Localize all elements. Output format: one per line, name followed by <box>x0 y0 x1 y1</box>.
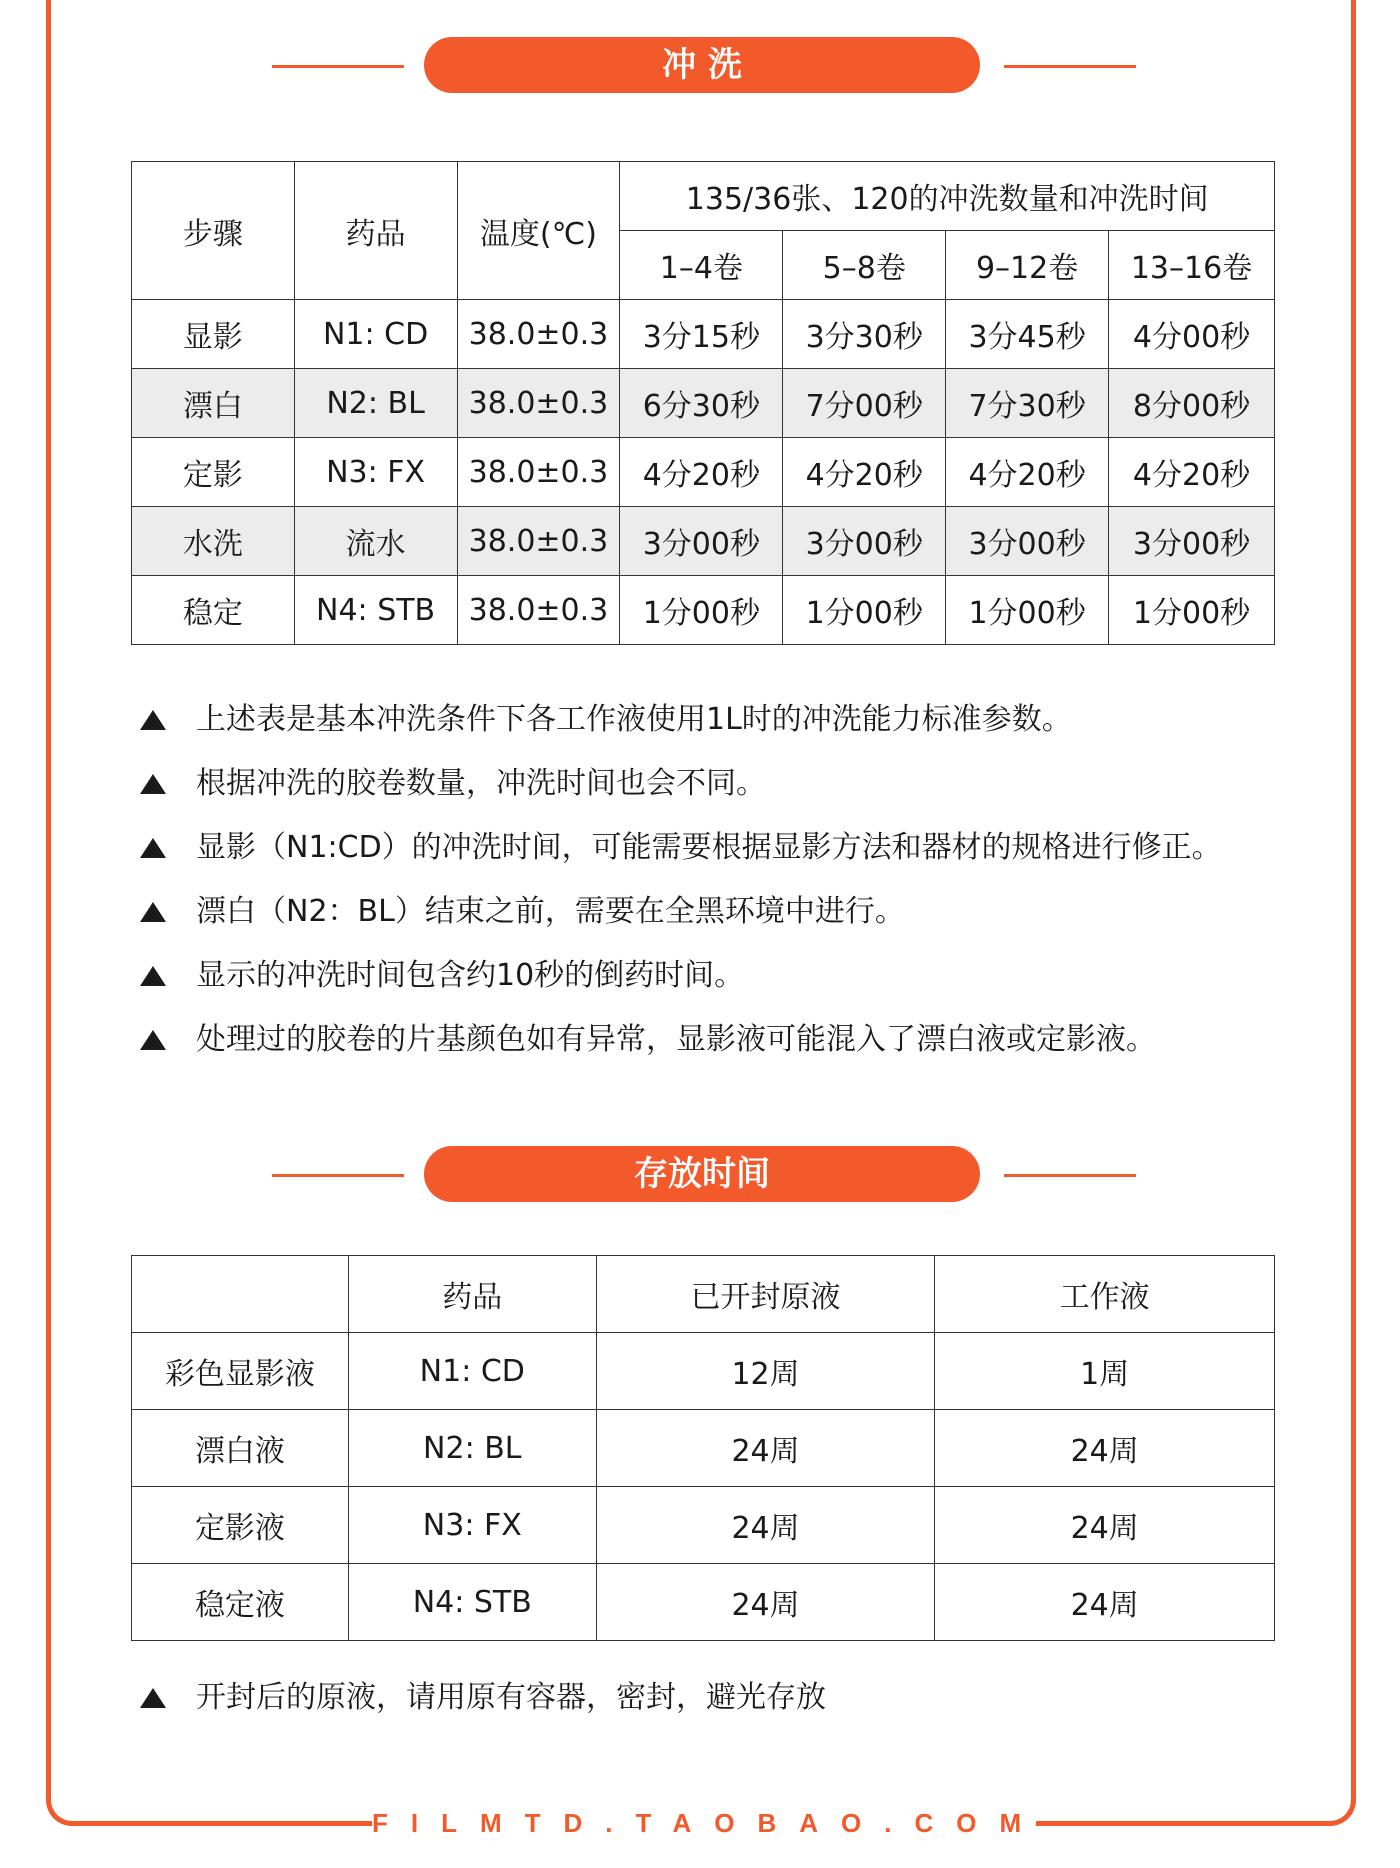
table-header-row <box>132 1256 1275 1333</box>
cell-step: 显影 <box>132 300 295 369</box>
cell-step: 稳定 <box>132 576 295 645</box>
cell-time: 3分00秒 <box>783 507 946 576</box>
cell-time: 6分30秒 <box>620 369 783 438</box>
note-text: 开封后的原液，请用原有容器，密封，避光存放 <box>196 1680 826 1715</box>
note-text: 漂白（N2：BL）结束之前，需要在全黑环境中进行。 <box>196 894 905 929</box>
note-text: 显影（N1:CD）的冲洗时间，可能需要根据显影方法和器材的规格进行修正。 <box>196 830 1222 865</box>
header-step: 步骤 <box>132 162 295 300</box>
cell-chemical: N2: BL <box>294 369 457 438</box>
cell-chemical: 流水 <box>294 507 457 576</box>
cell-temp: 38.0±0.3 <box>457 300 620 369</box>
cell-solution-name: 彩色显影液 <box>132 1333 349 1410</box>
header-temperature: 温度(℃) <box>457 162 620 300</box>
header-working-solution: 工作液 <box>935 1256 1275 1333</box>
cell-chemical: N4: STB <box>294 576 457 645</box>
note-text: 显示的冲洗时间包含约10秒的倒药时间。 <box>196 958 745 993</box>
cell-opened: 24周 <box>596 1564 935 1641</box>
cell-time: 4分20秒 <box>946 438 1109 507</box>
cell-time: 4分20秒 <box>620 438 783 507</box>
cell-working: 1周 <box>935 1333 1275 1410</box>
header-roll-group: 135/36张、120的冲洗数量和冲洗时间 <box>620 162 1275 231</box>
cell-time: 3分00秒 <box>946 507 1109 576</box>
triangle-bullet-icon <box>140 1030 166 1050</box>
cell-solution-name: 稳定液 <box>132 1564 349 1641</box>
header-rolls: 13–16卷 <box>1109 231 1275 300</box>
header-rolls: 9–12卷 <box>946 231 1109 300</box>
cell-chemical: N2: BL <box>348 1410 596 1487</box>
list-item <box>140 826 1320 890</box>
cell-time: 1分00秒 <box>783 576 946 645</box>
divider-line <box>272 1174 404 1177</box>
table-header-row <box>132 162 1275 231</box>
section-title-storage: 存放时间 <box>424 1146 980 1202</box>
cell-time: 8分00秒 <box>1109 369 1275 438</box>
header-chemical: 药品 <box>348 1256 596 1333</box>
list-item <box>140 762 1320 826</box>
cell-chemical: N3: FX <box>294 438 457 507</box>
note-text: 根据冲洗的胶卷数量，冲洗时间也会不同。 <box>196 766 766 801</box>
processing-notes <box>140 698 1320 1082</box>
table-row <box>132 1410 1275 1487</box>
cell-time: 3分00秒 <box>1109 507 1275 576</box>
section-header-processing <box>0 37 1400 97</box>
note-text: 处理过的胶卷的片基颜色如有异常，显影液可能混入了漂白液或定影液。 <box>196 1022 1156 1057</box>
triangle-bullet-icon <box>140 966 166 986</box>
header-opened-concentrate: 已开封原液 <box>596 1256 935 1333</box>
list-item <box>140 890 1320 954</box>
cell-time: 7分00秒 <box>783 369 946 438</box>
storage-notes <box>140 1676 1320 1740</box>
cell-temp: 38.0±0.3 <box>457 507 620 576</box>
section-header-storage <box>0 1146 1400 1206</box>
cell-time: 3分45秒 <box>946 300 1109 369</box>
table-row <box>132 438 1275 507</box>
cell-chemical: N3: FX <box>348 1487 596 1564</box>
cell-temp: 38.0±0.3 <box>457 438 620 507</box>
cell-opened: 24周 <box>596 1487 935 1564</box>
divider-line <box>1004 1174 1136 1177</box>
note-text: 上述表是基本冲洗条件下各工作液使用1L时的冲洗能力标准参数。 <box>196 702 1072 737</box>
table-row <box>132 369 1275 438</box>
divider-line <box>1004 65 1136 68</box>
cell-chemical: N1: CD <box>348 1333 596 1410</box>
cell-time: 1分00秒 <box>946 576 1109 645</box>
list-item <box>140 1018 1320 1082</box>
cell-time: 4分00秒 <box>1109 300 1275 369</box>
cell-working: 24周 <box>935 1487 1275 1564</box>
processing-table <box>131 161 1275 645</box>
section-title-processing: 冲 洗 <box>424 37 980 93</box>
list-item <box>140 954 1320 1018</box>
cell-opened: 12周 <box>596 1333 935 1410</box>
table-row <box>132 300 1275 369</box>
cell-step: 水洗 <box>132 507 295 576</box>
cell-temp: 38.0±0.3 <box>457 369 620 438</box>
header-blank <box>132 1256 349 1333</box>
storage-table <box>131 1255 1275 1641</box>
cell-chemical: N4: STB <box>348 1564 596 1641</box>
cell-working: 24周 <box>935 1564 1275 1641</box>
cell-temp: 38.0±0.3 <box>457 576 620 645</box>
cell-time: 3分00秒 <box>620 507 783 576</box>
cell-step: 漂白 <box>132 369 295 438</box>
header-chemical: 药品 <box>294 162 457 300</box>
cell-time: 1分00秒 <box>1109 576 1275 645</box>
header-rolls: 5–8卷 <box>783 231 946 300</box>
table-row <box>132 1564 1275 1641</box>
cell-time: 4分20秒 <box>1109 438 1275 507</box>
cell-time: 3分15秒 <box>620 300 783 369</box>
triangle-bullet-icon <box>140 838 166 858</box>
header-rolls: 1–4卷 <box>620 231 783 300</box>
cell-working: 24周 <box>935 1410 1275 1487</box>
cell-time: 7分30秒 <box>946 369 1109 438</box>
list-item <box>140 1676 1320 1740</box>
triangle-bullet-icon <box>140 774 166 794</box>
cell-step: 定影 <box>132 438 295 507</box>
cell-opened: 24周 <box>596 1410 935 1487</box>
cell-time: 1分00秒 <box>620 576 783 645</box>
table-row <box>132 1487 1275 1564</box>
cell-time: 3分30秒 <box>783 300 946 369</box>
footer-url: FILMTD.TAOBAO.COM <box>372 1808 1045 1838</box>
cell-time: 4分20秒 <box>783 438 946 507</box>
cell-solution-name: 定影液 <box>132 1487 349 1564</box>
table-row <box>132 507 1275 576</box>
divider-line <box>272 65 404 68</box>
table-row <box>132 576 1275 645</box>
triangle-bullet-icon <box>140 710 166 730</box>
triangle-bullet-icon <box>140 902 166 922</box>
cell-chemical: N1: CD <box>294 300 457 369</box>
list-item <box>140 698 1320 762</box>
cell-solution-name: 漂白液 <box>132 1410 349 1487</box>
table-row <box>132 1333 1275 1410</box>
triangle-bullet-icon <box>140 1688 166 1708</box>
